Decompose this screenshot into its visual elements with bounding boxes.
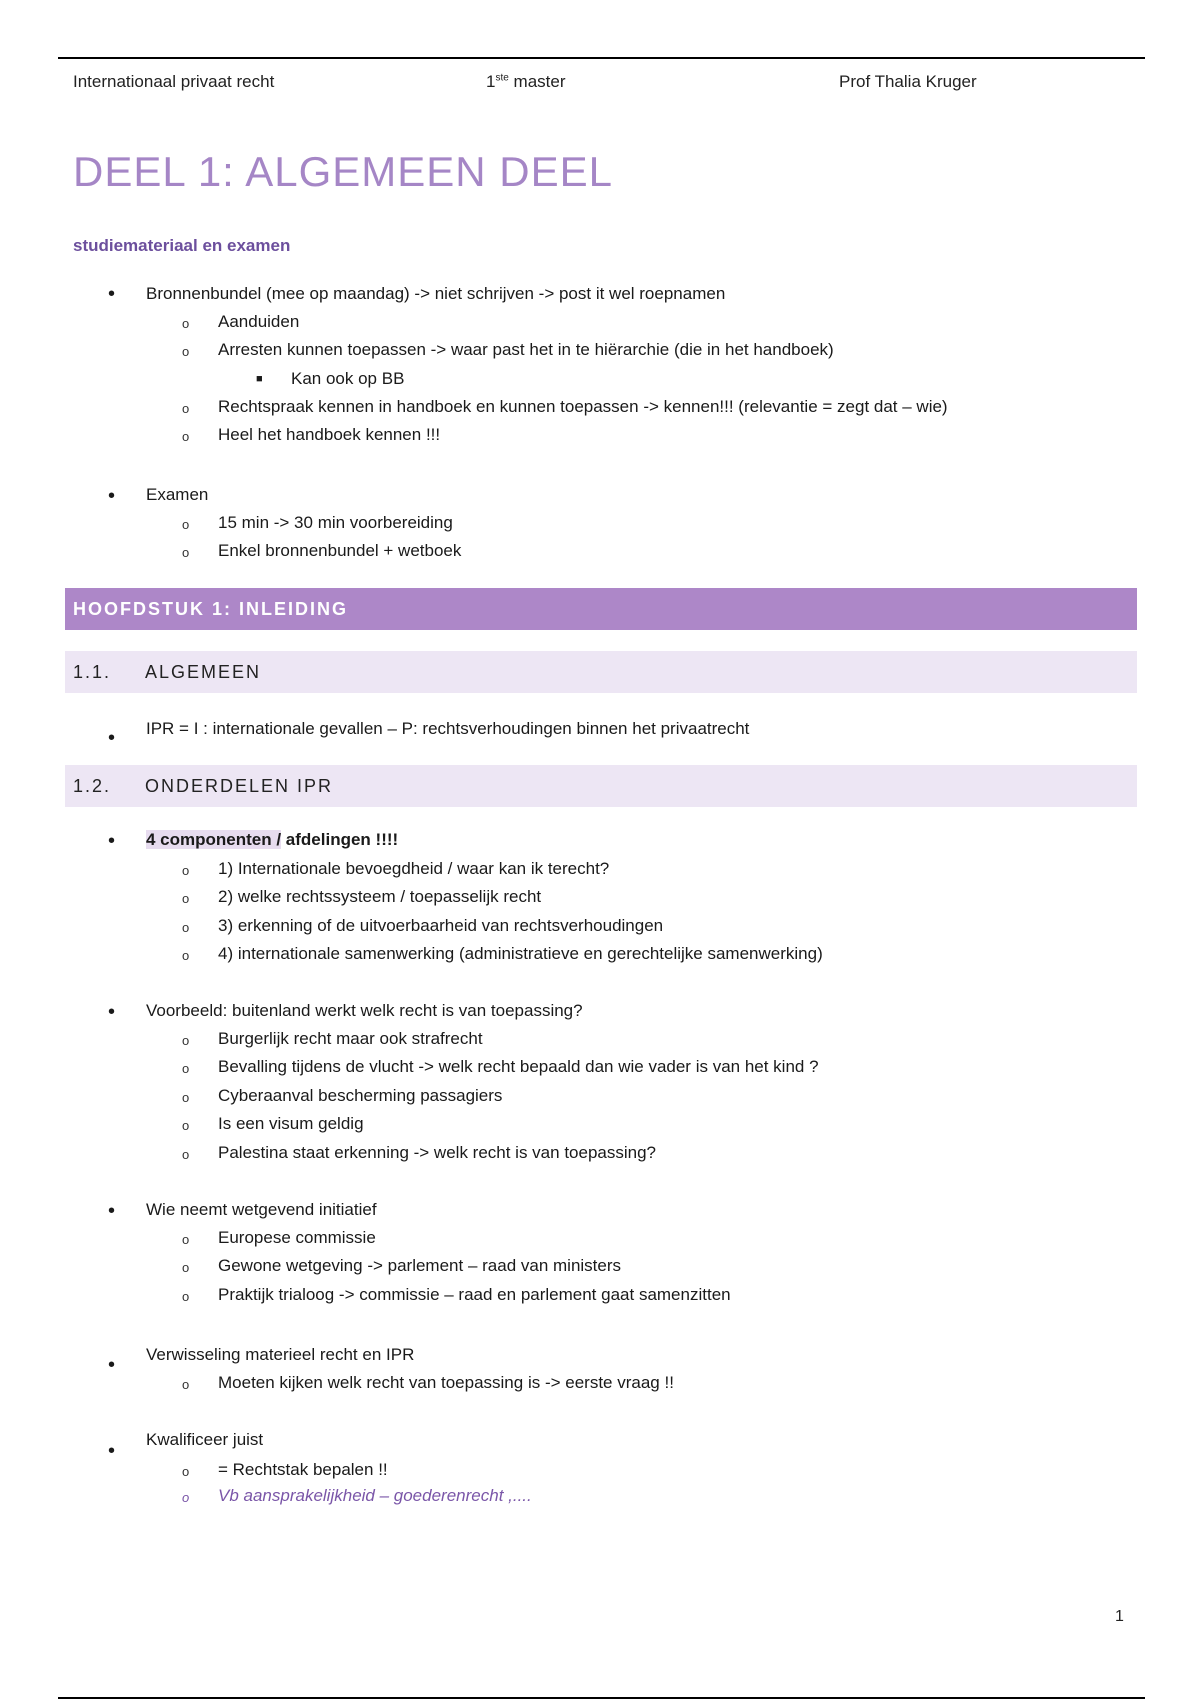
subtitle: studiemateriaal en examen <box>73 236 291 255</box>
bullet: o <box>182 1289 190 1304</box>
list-item: Kan ook op BB <box>291 369 405 388</box>
bullet: o <box>182 948 190 963</box>
list-item: = Rechtstak bepalen !! <box>218 1460 388 1479</box>
list-item: Examen <box>146 485 209 504</box>
bullet: o <box>182 401 190 416</box>
footer-rule <box>58 1697 1145 1699</box>
list-item <box>146 830 398 850</box>
bullet: • <box>108 283 116 305</box>
bullet: o <box>182 517 190 532</box>
list-item: Moeten kijken welk recht van toepassing is -> eerste vraag !! <box>218 1373 674 1392</box>
bullet: • <box>108 1001 116 1023</box>
bullet: o <box>182 1260 190 1275</box>
list-item: Enkel bronnenbundel + wetboek <box>218 541 462 560</box>
list-item: 2) welke rechtssysteem / toepasselijk recht <box>218 887 542 906</box>
bullet: o <box>182 891 190 906</box>
bullet: o <box>182 1232 190 1247</box>
list-item: Verwisseling materieel recht en IPR <box>146 1345 415 1364</box>
bullet: • <box>108 1440 116 1462</box>
bullet: • <box>108 830 116 852</box>
list-item: 1) Internationale bevoegdheid / waar kan ik terecht? <box>218 859 610 878</box>
bullet: • <box>108 1354 116 1376</box>
section-number: 1.1. <box>73 662 112 682</box>
list-item: Europese commissie <box>218 1228 376 1247</box>
list-item: Burgerlijk recht maar ook strafrecht <box>218 1029 483 1048</box>
list-item: IPR = I : internationale gevallen – P: rechtsverhoudingen binnen het privaatrecht <box>146 719 750 738</box>
header-professor: Prof Thalia Kruger <box>839 72 977 91</box>
list-item: Bevalling tijdens de vlucht -> welk recht bepaald dan wie vader is van het kind ? <box>218 1057 819 1076</box>
bullet: o <box>182 1033 190 1048</box>
list-item: Wie neemt wetgevend initiatief <box>146 1200 377 1219</box>
bullet: o <box>182 1490 190 1505</box>
header-course: Internationaal privaat recht <box>73 72 275 91</box>
list-item: 4) internationale samenwerking (administratieve en gerechtelijke samenwerking) <box>218 944 823 963</box>
list-item: Bronnenbundel (mee op maandag) -> niet schrijven -> post it wel roepnamen <box>146 284 726 303</box>
bullet: o <box>182 1147 190 1162</box>
bullet: o <box>182 1090 190 1105</box>
bullet: o <box>182 1464 190 1479</box>
bullet: o <box>182 316 190 331</box>
section-heading <box>65 651 1137 693</box>
bullet: • <box>108 485 116 507</box>
section-number: 1.2. <box>73 776 112 796</box>
list-item: Aanduiden <box>218 312 300 331</box>
bullet: • <box>108 727 116 749</box>
bullet: o <box>182 1118 190 1133</box>
list-item: Palestina staat erkenning -> welk recht is van toepassing? <box>218 1143 656 1162</box>
list-item: Is een visum geldig <box>218 1114 364 1133</box>
list-item: 15 min -> 30 min voorbereiding <box>218 513 453 532</box>
list-item: Heel het handboek kennen !!! <box>218 425 441 444</box>
bullet: ■ <box>256 373 263 385</box>
list-item-text: afdelingen !!!! <box>281 830 399 849</box>
bullet: o <box>182 1377 190 1392</box>
list-item: Gewone wetgeving -> parlement – raad van ministers <box>218 1256 622 1275</box>
section-heading <box>65 765 1137 807</box>
header-year-word: master <box>508 72 566 91</box>
bullet: o <box>182 344 190 359</box>
bullet: o <box>182 863 190 878</box>
bullet: • <box>108 1200 116 1222</box>
list-item: 3) erkenning of de uitvoerbaarheid van rechtsverhoudingen <box>218 916 664 935</box>
header-year-suffix: ste <box>495 72 509 84</box>
section-title: ALGEMEEN <box>145 662 262 682</box>
highlighted-text: 4 componenten / <box>146 830 282 849</box>
bullet: o <box>182 545 190 560</box>
chapter-heading-text: HOOFDSTUK 1: INLEIDING <box>73 599 349 619</box>
list-item: Cyberaanval bescherming passagiers <box>218 1086 503 1105</box>
list-item: Voorbeeld: buitenland werkt welk recht is van toepassing? <box>146 1001 583 1020</box>
bullet: o <box>182 429 190 444</box>
list-item: Kwalificeer juist <box>146 1430 264 1449</box>
list-item: Rechtspraak kennen in handboek en kunnen toepassen -> kennen!!! (relevantie = zegt dat – wie) <box>218 397 948 416</box>
header-year-number: 1 <box>486 72 496 91</box>
page-number: 1 <box>1115 1608 1124 1625</box>
list-item: Praktijk trialoog -> commissie – raad en parlement gaat samenzitten <box>218 1285 731 1304</box>
header-rule <box>58 57 1145 59</box>
list-item: Arresten kunnen toepassen -> waar past het in te hiërarchie (die in het handboek) <box>218 340 834 359</box>
bullet: o <box>182 920 190 935</box>
document-title: DEEL 1: ALGEMEEN DEEL <box>73 148 613 195</box>
header-year <box>486 72 566 92</box>
list-item: Vb aansprakelijkheid – goederenrecht ,.... <box>218 1486 532 1505</box>
chapter-heading <box>65 588 1137 630</box>
bullet: o <box>182 1061 190 1076</box>
section-title: ONDERDELEN IPR <box>145 776 334 796</box>
